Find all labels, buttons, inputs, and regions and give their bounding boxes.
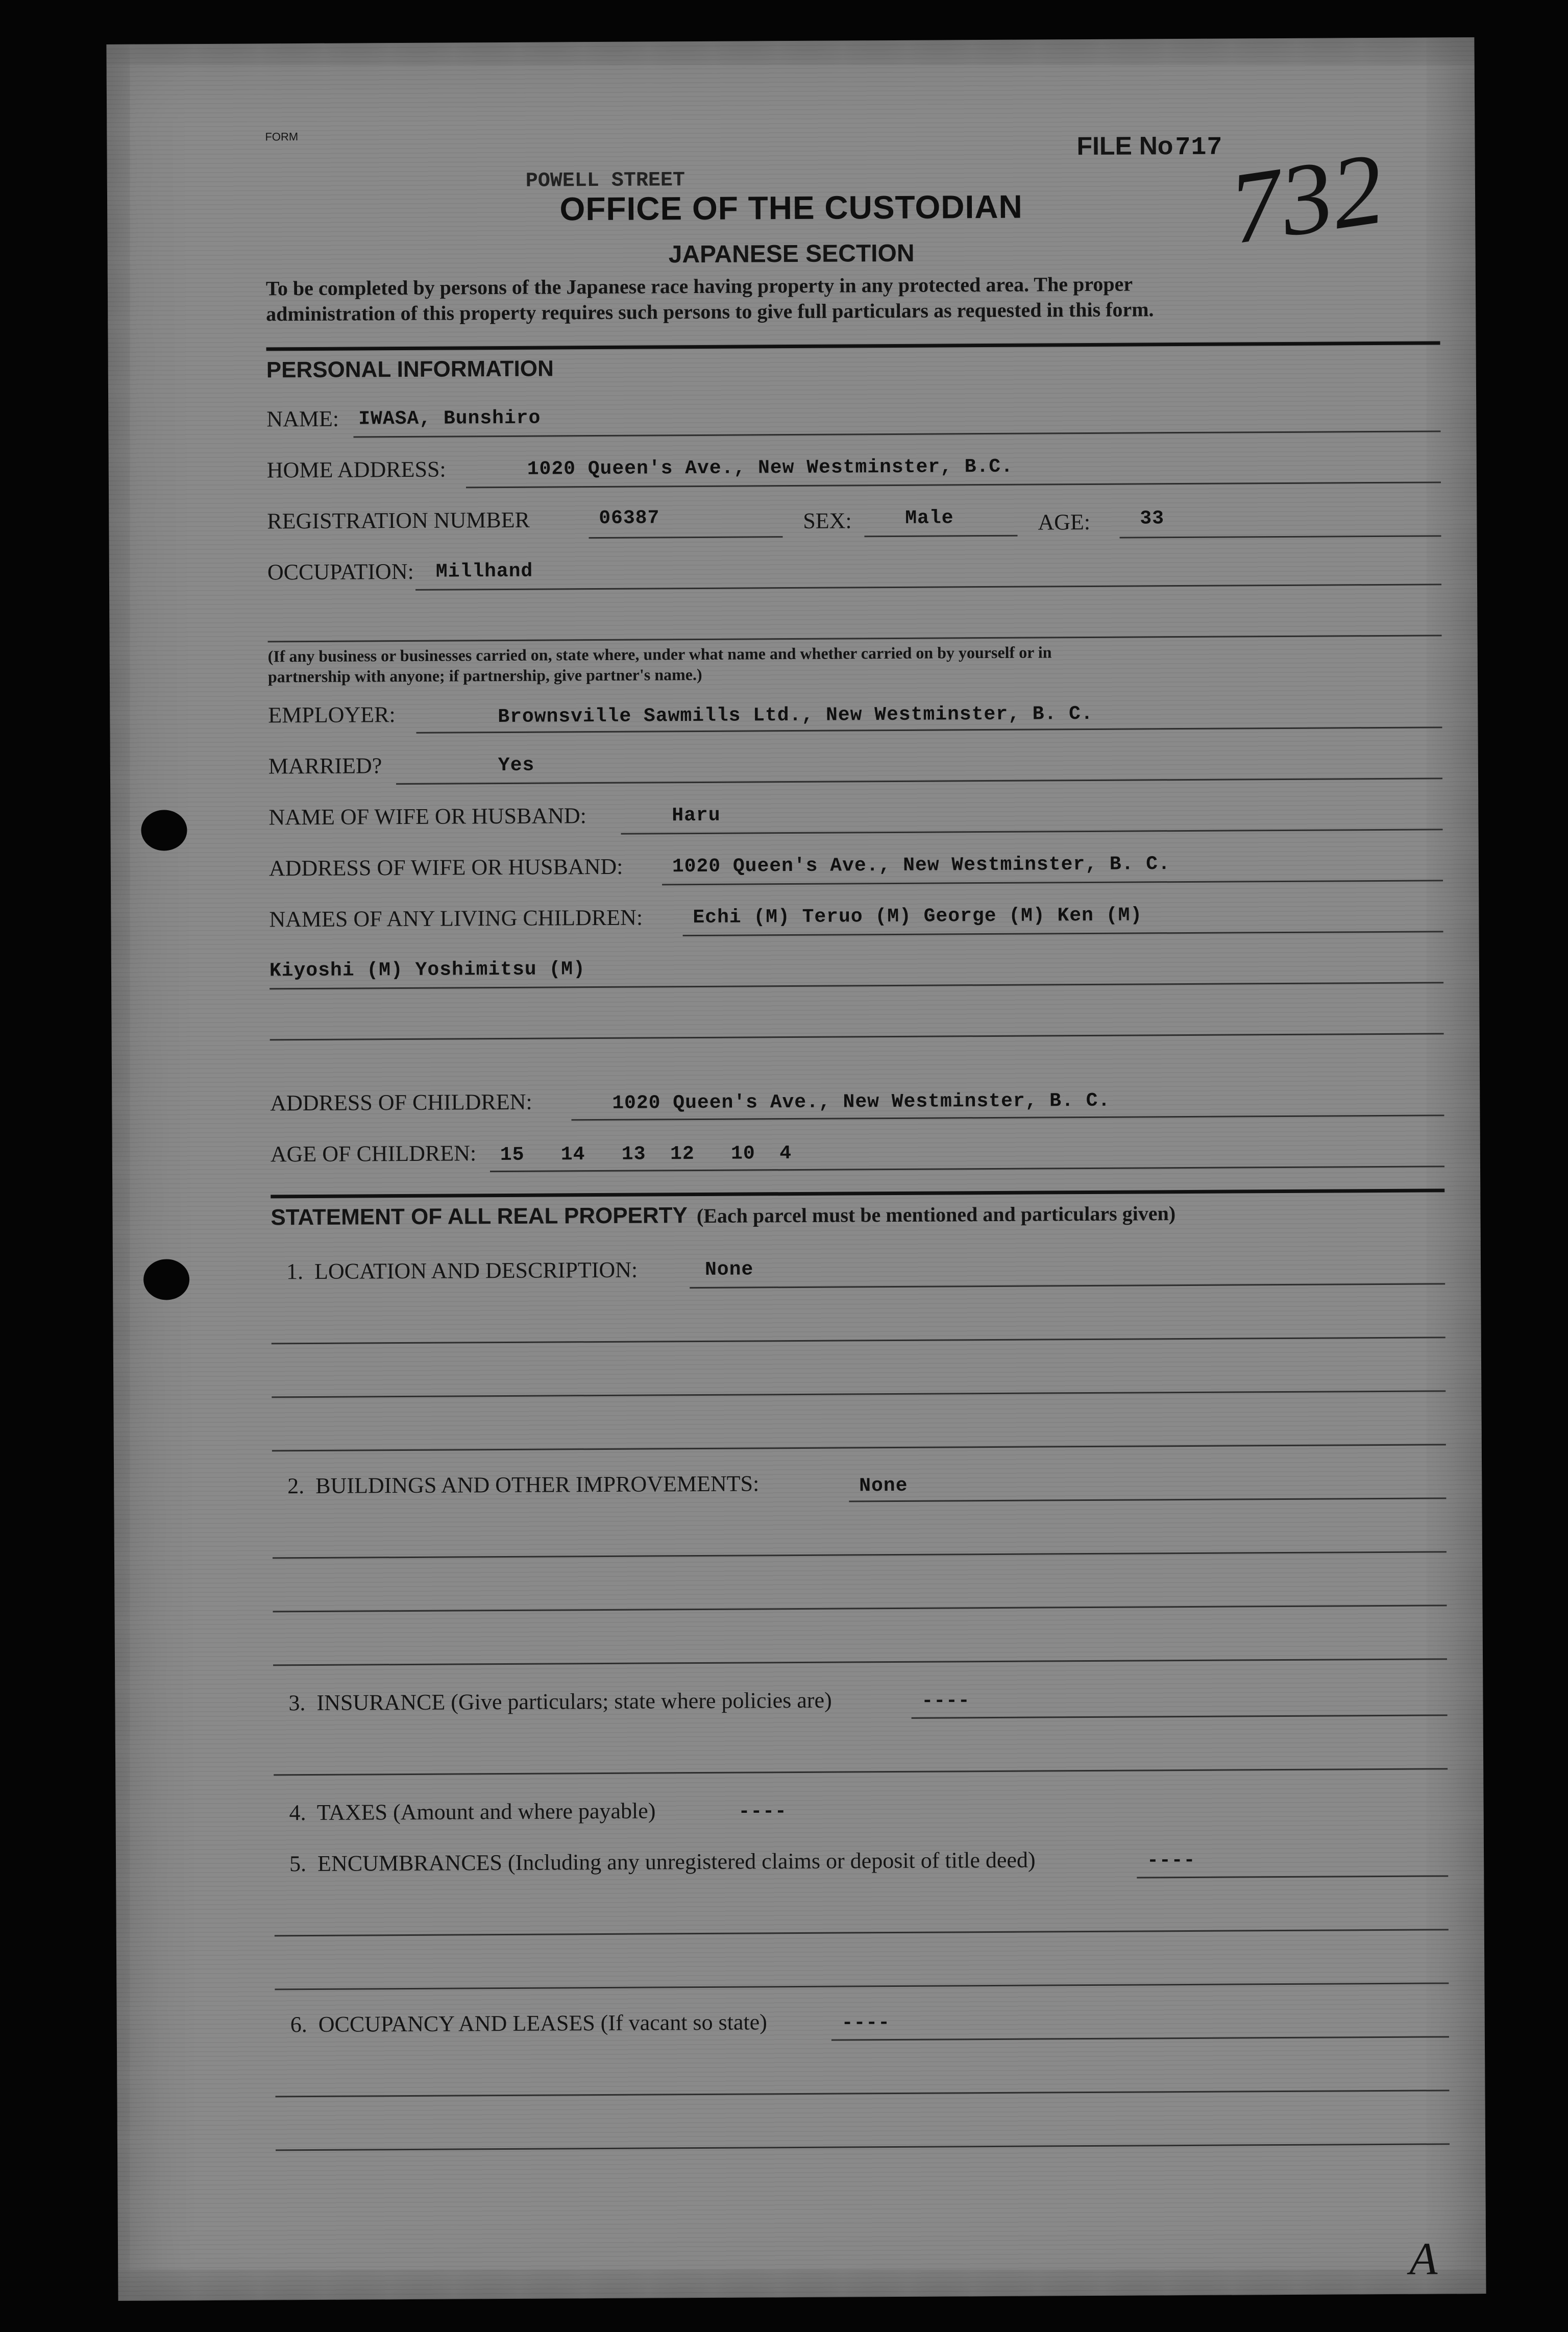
buildings-value: None	[859, 1474, 908, 1497]
form-code: FORM	[265, 130, 299, 143]
location-label: 1. LOCATION AND DESCRIPTION:	[286, 1257, 638, 1284]
insurance-label: 3. INSURANCE (Give particulars; state where policies are)	[288, 1687, 832, 1716]
home-address-value: 1020 Queen's Ave., New Westminster, B.C.	[527, 455, 1014, 480]
insurance-rule-1	[912, 1714, 1448, 1718]
children-age-value: 15 14 13 12 10 4	[500, 1143, 792, 1167]
insurance-rule-2	[274, 1768, 1448, 1776]
registration-rule	[589, 536, 783, 539]
children-names-rule-2	[270, 982, 1443, 989]
spouse-address-label: ADDRESS OF WIFE OR HUSBAND:	[268, 854, 623, 881]
instructions-line-2: administration of this property requires such persons to give full particulars as requested in this form.	[266, 298, 1154, 326]
encumbrances-label: 5. ENCUMBRANCES (Including any unregistered claims or deposit of title deed)	[289, 1847, 1036, 1877]
employer-rule	[416, 726, 1442, 734]
children-address-label: ADDRESS OF CHILDREN:	[270, 1089, 532, 1116]
married-label: MARRIED?	[268, 753, 382, 779]
employer-label: EMPLOYER:	[268, 702, 396, 728]
name-value: IWASA, Bunshiro	[358, 407, 541, 430]
punch-hole-top	[141, 810, 187, 851]
form-title: OFFICE OF THE CUSTODIAN	[559, 188, 1023, 228]
property-section-heading	[271, 1200, 1175, 1230]
occupancy-rule-1	[831, 2036, 1449, 2040]
encumbrances-value: ----	[1146, 1849, 1196, 1872]
header-rule	[266, 341, 1440, 351]
buildings-rule-3	[273, 1605, 1447, 1612]
personal-section-title: PERSONAL INFORMATION	[266, 356, 554, 383]
file-number-label: FILE No	[1076, 131, 1173, 161]
form-subtitle: JAPANESE SECTION	[668, 239, 915, 269]
occupation-rule-2	[268, 635, 1442, 642]
property-section-note: (Each parcel must be mentioned and particulars given)	[696, 1202, 1176, 1228]
business-note-line-2: partnership with anyone; if partnership, give partner's name.)	[267, 665, 702, 686]
spouse-address-value: 1020 Queen's Ave., New Westminster, B. C.	[672, 853, 1170, 878]
children-age-label: AGE OF CHILDREN:	[270, 1140, 477, 1167]
children-names-line-1: Echi (M) Teruo (M) George (M) Ken (M)	[693, 904, 1143, 929]
encumbrances-rule-3	[275, 1982, 1449, 1990]
sex-rule	[865, 535, 1018, 538]
location-rule-4	[272, 1444, 1446, 1451]
business-note	[268, 642, 1052, 687]
age-rule	[1120, 535, 1441, 538]
personal-section-rule	[271, 1188, 1444, 1198]
registration-number-value: 06387	[599, 507, 660, 530]
children-names-label: NAMES OF ANY LIVING CHILDREN:	[269, 905, 643, 932]
buildings-rule-1	[849, 1497, 1446, 1502]
spouse-name-value: Haru	[672, 804, 721, 827]
location-rule-1	[690, 1283, 1445, 1289]
married-rule	[396, 778, 1442, 785]
buildings-rule-2	[273, 1551, 1447, 1559]
employer-value: Brownsville Sawmills Ltd., New Westminster, B. C.	[498, 702, 1093, 728]
file-number-value: 717	[1175, 133, 1223, 163]
taxes-label: 4. TAXES (Amount and where payable)	[289, 1798, 656, 1826]
name-rule	[353, 430, 1440, 438]
occupation-rule	[415, 584, 1441, 591]
occupancy-rule-2	[275, 2090, 1449, 2097]
punch-hole-bottom	[143, 1259, 189, 1300]
occupation-value: Millhand	[435, 560, 533, 583]
instructions-line-1: To be completed by persons of the Japanese race having property in any protected area. The proper	[265, 272, 1133, 300]
property-section-title: STATEMENT OF ALL REAL PROPERTY	[271, 1203, 688, 1230]
registration-number-label: REGISTRATION NUMBER	[267, 507, 530, 534]
spouse-name-rule	[621, 829, 1443, 834]
children-names-rule	[683, 931, 1443, 936]
children-names-rule-3	[270, 1033, 1444, 1040]
file-number	[1076, 131, 1222, 163]
children-address-rule	[571, 1114, 1444, 1121]
occupancy-rule-3	[276, 2143, 1450, 2151]
encumbrances-rule-1	[1137, 1875, 1448, 1878]
occupancy-value: ----	[841, 2012, 891, 2034]
age-value: 33	[1140, 507, 1165, 530]
encumbrances-rule-2	[275, 1929, 1449, 1936]
children-age-rule	[490, 1165, 1444, 1172]
form-sheet	[106, 37, 1486, 2301]
spouse-name-label: NAME OF WIFE OR HUSBAND:	[268, 803, 587, 830]
insurance-value: ----	[921, 1690, 970, 1712]
handwritten-file-number: 732	[1222, 132, 1391, 266]
location-rule-3	[272, 1390, 1446, 1398]
buildings-rule-4	[273, 1658, 1447, 1666]
location-value: None	[704, 1258, 754, 1281]
page-mark: A	[1409, 2233, 1438, 2285]
location-rule-2	[272, 1337, 1446, 1344]
home-address-label: HOME ADDRESS:	[266, 456, 446, 483]
home-address-rule	[466, 481, 1441, 488]
taxes-value: ----	[738, 1801, 787, 1823]
occupation-label: OCCUPATION:	[267, 558, 414, 585]
occupancy-label: 6. OCCUPANCY AND LEASES (If vacant so state)	[290, 2009, 768, 2037]
business-note-line-1: (If any business or businesses carried on, state where, under what name and whether carried on by yourself or in	[267, 643, 1052, 666]
children-names-line-2: Kiyoshi (M) Yoshimitsu (M)	[269, 958, 585, 982]
street-stamp: POWELL STREET	[525, 169, 685, 193]
children-address-value: 1020 Queen's Ave., New Westminster, B. C.	[612, 1089, 1111, 1114]
buildings-label: 2. BUILDINGS AND OTHER IMPROVEMENTS:	[287, 1471, 760, 1499]
name-label: NAME:	[266, 406, 339, 432]
sex-value: Male	[905, 507, 954, 529]
instructions	[266, 270, 1440, 327]
age-label: AGE:	[1038, 509, 1091, 535]
sex-label: SEX:	[803, 508, 852, 533]
married-value: Yes	[498, 754, 535, 777]
spouse-address-rule	[662, 880, 1443, 885]
